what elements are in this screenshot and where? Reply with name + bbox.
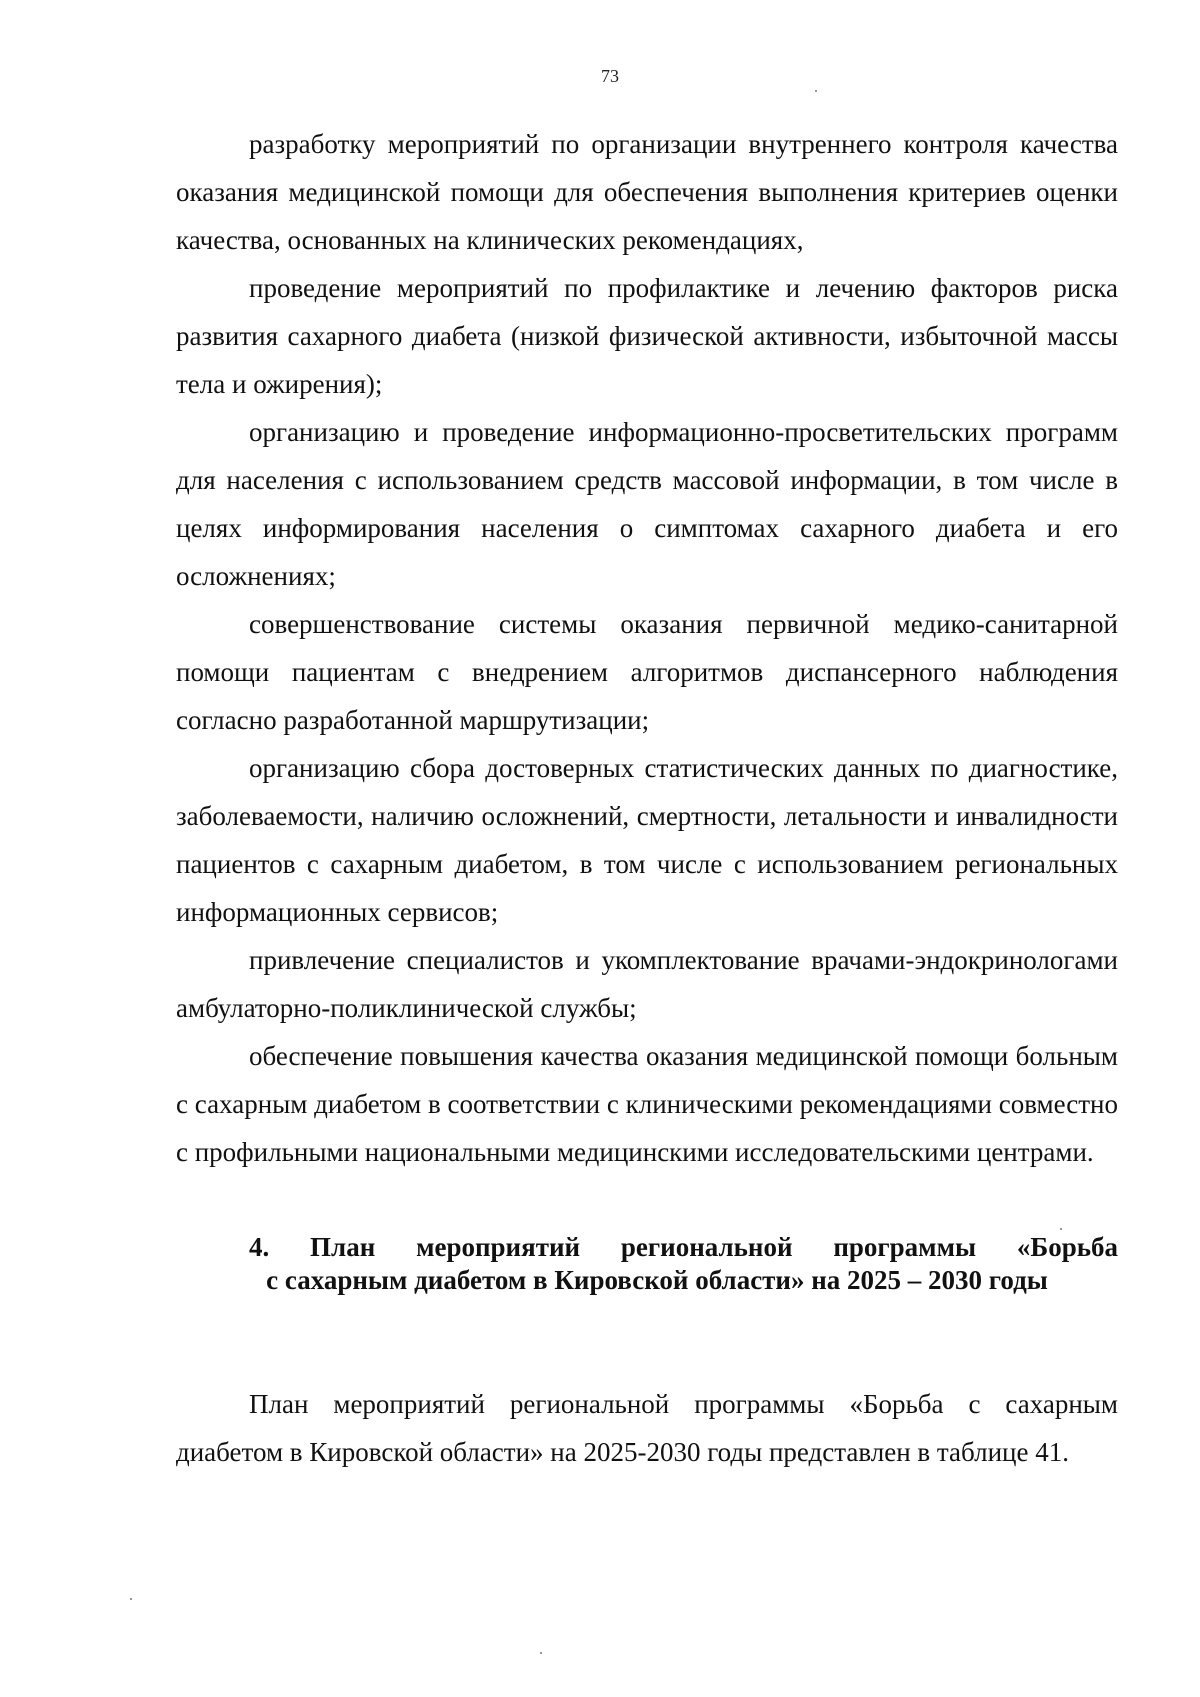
section-heading-line-1: 4. План мероприятий региональной программы «Борьба (249, 1232, 1118, 1262)
paragraph-quality-improvement: обеспечение повышения качества оказания медицинской помощи больным с сахарным диабетом в соответствии с клиническими рекомендациями совместно с профильными национальными медицинскими исследовательскими центрами. (176, 1041, 1118, 1167)
section-body-paragraph: План мероприятий региональной программы «Борьба с сахарным диабетом в Кировской области» на 2025-2030 годы представлен в таблице 41. (176, 1389, 1118, 1467)
paragraph-primary-care: совершенствование системы оказания первичной медико-санитарной помощи пациентам с внедрением алгоритмов диспансерного наблюдения согласно разработанной маршрутизации; (176, 609, 1118, 735)
paragraph-information-programs: организацию и проведение информационно-просветительских программ для населения с использованием средств массовой информации, в том числе в целях информирования населения о симптомах сахарного диабета и его осложнениях; (176, 417, 1118, 591)
scan-speck (540, 1652, 542, 1654)
paragraph-internal-control: разработку мероприятий по организации внутреннего контроля качества оказания медицинской помощи для обеспечения выполнения критериев оценки качества, основанных на клинических рекомендациях, (176, 129, 1118, 255)
scan-speck (815, 90, 817, 92)
section-heading-line-2: с сахарным диабетом в Кировской области» на 2025 – 2030 годы (266, 1265, 1048, 1295)
document-body (176, 120, 1118, 1476)
paragraph-staffing: привлечение специалистов и укомплектование врачами-эндокринологами амбулаторно-поликлинической службы; (176, 945, 1118, 1023)
scan-speck (130, 1598, 132, 1600)
scan-speck (1060, 1228, 1062, 1230)
paragraph-statistics: организацию сбора достоверных статистических данных по диагностике, заболеваемости, наличию осложнений, смертности, летальности и инвалидности пациентов с сахарным диабетом, в том числе с использованием региональных информационных сервисов; (176, 753, 1118, 927)
section-heading (176, 1231, 1118, 1297)
page-number: 73 (601, 66, 619, 86)
paragraph-risk-prevention: проведение мероприятий по профилактике и лечению факторов риска развития сахарного диабета (низкой физической активности, избыточной массы тела и ожирения); (176, 273, 1118, 399)
